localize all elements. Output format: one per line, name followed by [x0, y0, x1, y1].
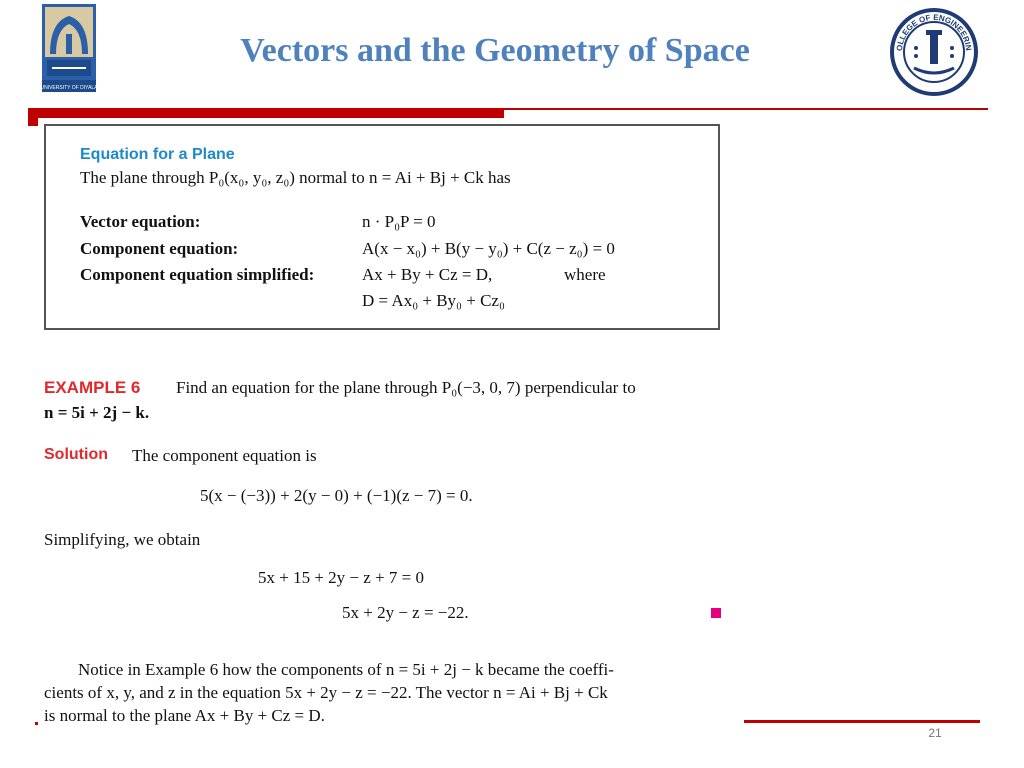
component-equation: 5(x − (−3)) + 2(y − 0) + (−1)(z − 7) = 0. — [200, 486, 473, 505]
component-equation-formula: A(x − x₀) + B(y − y₀) + C(z − z₀) = 0 — [362, 239, 615, 258]
where-text: where — [564, 265, 606, 284]
example-label: EXAMPLE 6 — [44, 378, 141, 397]
component-equation-label: Component equation: — [80, 239, 239, 258]
simplifying-text: Simplifying, we obtain — [44, 530, 201, 549]
footer-divider — [744, 720, 980, 723]
vector-equation-label: Vector equation: — [80, 212, 201, 231]
footer-dot — [35, 722, 38, 725]
page-number: 21 — [928, 726, 942, 740]
plane-equation-box — [44, 124, 720, 330]
simplified-equation-label: Component equation simplified: — [80, 265, 315, 284]
header-accent-tick — [28, 110, 38, 126]
end-of-proof-icon — [711, 608, 721, 618]
vector-equation-formula: n · P₀P = 0 — [362, 212, 436, 231]
example-text-line1: Find an equation for the plane through P₀(−3, 0, 7) perpendicular to — [176, 378, 636, 397]
simplified-equation-step1: 5x + 15 + 2y − z + 7 = 0 — [258, 568, 424, 587]
solution-text: The component equation is — [132, 446, 317, 465]
right-logo-caption: OLLEGE OF ENGINEERIN — [894, 12, 974, 52]
header-accent-bar — [28, 110, 504, 118]
box-intro: The plane through P₀(x₀, y₀, z₀) normal to n = Ai + Bj + Ck has — [80, 168, 511, 187]
notice-line3: is normal to the plane Ax + By + Cz = D. — [44, 706, 325, 725]
solution-label: Solution — [44, 446, 108, 463]
simplified-equation-final: 5x + 2y − z = −22. — [342, 603, 469, 622]
college-logo — [888, 6, 980, 98]
notice-line1: Notice in Example 6 how the components of n = 5i + 2j − k became the coeffi- — [78, 660, 614, 679]
slide-title: Vectors and the Geometry of Space — [240, 32, 750, 69]
simplified-equation-formula: Ax + By + Cz = D, — [362, 265, 493, 284]
left-logo-caption: UNIVERSITY OF DIYALA — [42, 85, 96, 91]
d-definition-formula: D = Ax₀ + By₀ + Cz₀ — [362, 291, 505, 310]
notice-line2: cients of x, y, and z in the equation 5x + 2y − z = −22. The vector n = Ai + Bj + Ck — [44, 683, 608, 702]
box-heading: Equation for a Plane — [80, 146, 235, 163]
example-text-line2: n = 5i + 2j − k. — [44, 403, 150, 422]
